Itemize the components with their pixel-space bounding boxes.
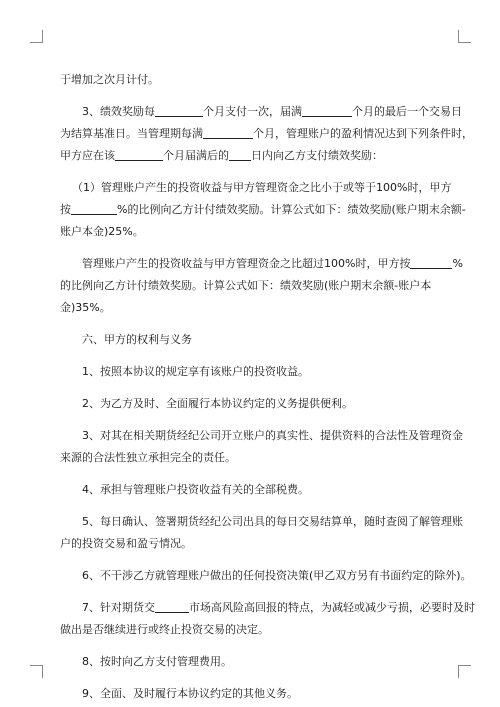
text-segment: 按 (60, 203, 71, 216)
list-item: 6、不干涉乙方就管理账户做出的任何投资决策(甲乙双方另有书面约定的除外)。 (82, 569, 472, 582)
blank-fill-line (115, 148, 163, 161)
list-item (60, 597, 475, 641)
text-segment: 日内向乙方支付绩效奖励： (251, 149, 383, 162)
blank-fill-line (302, 104, 352, 117)
text-line: 3、对其在相关期货经纪公司开立账户的真实性、提供资料的合法性及管理资金 (82, 429, 463, 442)
text-line: 账户本金)25%。 (60, 225, 144, 238)
crop-mark-top-left (30, 30, 43, 43)
text-segment: % (452, 257, 463, 270)
clause-performance-bonus (60, 101, 473, 167)
text-segment: 7、针对期货交 (82, 601, 155, 614)
blank-fill-line (410, 256, 452, 269)
crop-mark-bottom-right (458, 665, 471, 678)
text-segment: 管理账户产生的投资收益与甲方管理资金之比超过100%时，甲方按 (82, 257, 411, 270)
text-segment: 个月支付一次，届满 (203, 105, 302, 118)
blank-fill-line (155, 104, 203, 117)
text-segment: 3、绩效奖励每 (82, 105, 155, 118)
list-item: 9、全面、及时履行本协议约定的其他义务。 (82, 687, 298, 700)
crop-mark-top-right (458, 30, 471, 43)
text-segment: 个月，管理账户的盈利情况达到下列条件时， (253, 127, 473, 140)
text-segment: 市场高风险高回报的特点，为减轻或减少亏损，必要时及时 (189, 601, 475, 614)
text-segment: 个月的最后一个交易日 (352, 105, 462, 118)
text-segment: 个月届满后的 (163, 149, 229, 162)
text-segment: 为结算基准日。当管理期每满 (60, 127, 203, 140)
blank-fill-line (155, 600, 189, 613)
text-line: 做出是否继续进行或终止投资交易的决定。 (60, 623, 269, 636)
list-item: 4、承担与管理账户投资收益有关的全部税费。 (82, 483, 309, 496)
list-item (60, 511, 463, 555)
blank-fill-line (229, 148, 251, 161)
text-segment: 甲方应在该 (60, 149, 115, 162)
clause-bonus-condition-2 (60, 253, 463, 319)
text-line: 来源的合法性独立承担完全的责任。 (60, 451, 236, 464)
section-heading: 六、甲方的权利与义务 (82, 333, 192, 346)
text-line: （1）管理账户产生的投资收益与甲方管理资金之比小于或等于100%时，甲方 (72, 181, 452, 194)
text-line: 金)35%。 (60, 301, 111, 314)
text-line: 户的投资交易和盈亏情况。 (60, 537, 192, 550)
blank-fill-line (71, 202, 117, 215)
document-body (60, 69, 475, 705)
clause-bonus-condition-1 (60, 177, 466, 243)
list-item (60, 425, 463, 469)
list-item: 8、按时向乙方支付管理费用。 (82, 655, 232, 668)
list-item: 2、为乙方及时、全面履行本协议约定的义务提供便利。 (82, 397, 353, 410)
crop-mark-bottom-left (30, 665, 43, 678)
list-item: 1、按照本协议的规定享有该账户的投资收益。 (82, 365, 309, 378)
text-line: 5、每日确认、签署期货经纪公司出具的每日交易结算单，随时查阅了解管理账 (82, 515, 463, 528)
text-segment: %的比例向乙方计付绩效奖励。计算公式如下：绩效奖励(账户期末余额- (117, 203, 466, 216)
blank-fill-line (203, 126, 253, 139)
paragraph-continuation: 于增加之次月计付。 (60, 73, 159, 86)
text-line: 的比例向乙方计付绩效奖励。计算公式如下：绩效奖励(账户期末余额-账户本 (60, 279, 432, 292)
